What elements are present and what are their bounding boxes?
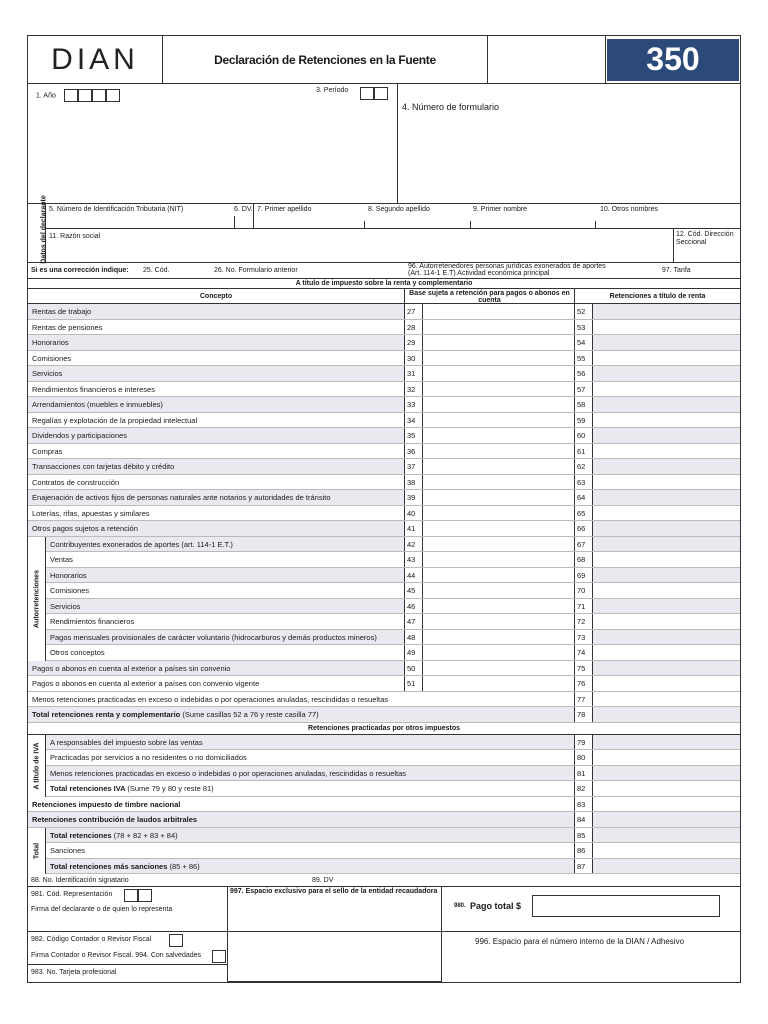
sello-entidad: 997. Espacio exclusivo para el sello de la entidad recaudadora: [230, 888, 438, 895]
table-row: [28, 413, 740, 429]
period-box-2[interactable]: [374, 87, 388, 100]
row-label: Practicadas por servicios a no residentes o no domiciliados: [28, 750, 575, 765]
retencion-input[interactable]: [593, 351, 740, 366]
base-input[interactable]: [423, 552, 575, 567]
row-label: Regalías y explotación de la propiedad intelectual: [28, 413, 405, 428]
row-label: Menos retenciones practicadas en exceso o indebidas o por operaciones anuladas, rescindidas o resueltas: [28, 692, 575, 707]
base-input[interactable]: [423, 537, 575, 552]
retencion-input[interactable]: [593, 599, 740, 614]
box-number: 83: [575, 797, 593, 812]
table-row: [28, 320, 740, 336]
retencion-input[interactable]: [593, 490, 740, 505]
pago-total-label: Pago total $: [470, 901, 522, 911]
correccion-label: Si es una corrección indique:: [31, 267, 129, 274]
box-number: 45: [405, 583, 423, 598]
base-input[interactable]: [423, 568, 575, 583]
retencion-input[interactable]: [593, 335, 740, 350]
box-number: 87: [575, 859, 593, 874]
retencion-input[interactable]: [593, 506, 740, 521]
box-number: 37: [405, 459, 423, 474]
box-number: 60: [575, 428, 593, 443]
retencion-input[interactable]: [593, 614, 740, 629]
box-number: 54: [575, 335, 593, 350]
row-label: Pagos o abonos en cuenta al exterior a países sin convenio: [28, 661, 405, 676]
base-input[interactable]: [423, 382, 575, 397]
period-box-1[interactable]: [360, 87, 374, 100]
retencion-input[interactable]: [593, 812, 740, 827]
retencion-input[interactable]: [593, 676, 740, 691]
tarjeta-profesional-field[interactable]: 983. No. Tarjeta profesional: [31, 969, 117, 976]
retencion-input[interactable]: [593, 537, 740, 552]
table-row: [28, 645, 740, 661]
box-number: 47: [405, 614, 423, 629]
retencion-input[interactable]: [593, 692, 740, 707]
razon-social-field[interactable]: 11. Razón social: [49, 233, 101, 240]
table-row: [28, 444, 740, 460]
table-row: [28, 630, 740, 646]
col-concepto: Concepto: [28, 289, 405, 303]
row-label: Honorarios: [28, 568, 405, 583]
row-label: Total retenciones IVA (Sume 79 y 80 y reste 81): [28, 781, 575, 796]
retencion-input[interactable]: [593, 645, 740, 660]
row-label: Rentas de trabajo: [28, 304, 405, 319]
base-input[interactable]: [423, 490, 575, 505]
box-number: 42: [405, 537, 423, 552]
table-row: [28, 676, 740, 692]
box-number: 86: [575, 843, 593, 858]
row-label: Honorarios: [28, 335, 405, 350]
segundo-apellido-field[interactable]: 8. Segundo apellido: [368, 206, 430, 213]
firma-declarante[interactable]: Firma del declarante o de quien lo representa: [31, 906, 173, 913]
signatario-field[interactable]: 88. No. Identificación signatario: [31, 876, 129, 884]
retencion-input[interactable]: [593, 766, 740, 781]
otros-section-title: Retenciones practicadas por otros impuestos: [28, 723, 740, 735]
otros-nombres-field[interactable]: 10. Otros nombres: [600, 206, 658, 213]
base-input[interactable]: [423, 630, 575, 645]
box-number: 85: [575, 828, 593, 843]
retencion-input[interactable]: [593, 797, 740, 812]
cod-repr-box-1[interactable]: [124, 889, 138, 902]
base-input[interactable]: [423, 599, 575, 614]
base-input[interactable]: [423, 645, 575, 660]
base-input[interactable]: [423, 676, 575, 691]
box-number: 53: [575, 320, 593, 335]
box-number: 71: [575, 599, 593, 614]
box-number: 78: [575, 707, 593, 722]
box-number: 29: [405, 335, 423, 350]
box-number: 79: [575, 735, 593, 750]
box-number: 84: [575, 812, 593, 827]
table-row: [28, 397, 740, 413]
retencion-input[interactable]: [593, 366, 740, 381]
col-base: Base sujeta a retención para pagos o abonos en cuenta: [405, 289, 575, 303]
cod-repr-box-2[interactable]: [138, 889, 152, 902]
base-input[interactable]: [423, 506, 575, 521]
retencion-input[interactable]: [593, 459, 740, 474]
retencion-input[interactable]: [593, 583, 740, 598]
box-number: 62: [575, 459, 593, 474]
row-label: Retenciones contribución de laudos arbitrales: [28, 812, 575, 827]
box-number: 30: [405, 351, 423, 366]
cod-contador-box[interactable]: [169, 934, 183, 947]
row-label: Servicios: [28, 599, 405, 614]
period-label: 3. Período: [316, 87, 349, 94]
form-title: Declaración de Retenciones en la Fuente: [163, 36, 488, 83]
total-group-label: Total: [33, 842, 40, 859]
cod-representacion-label: 981. Cód. Representación: [31, 891, 113, 898]
base-input[interactable]: [423, 444, 575, 459]
table-row: [28, 475, 740, 491]
row-label: Comisiones: [28, 351, 405, 366]
box-number: 28: [405, 320, 423, 335]
table-row: [28, 366, 740, 382]
table-row: [28, 304, 740, 320]
row-label: Loterías, rifas, apuestas y similares: [28, 506, 405, 521]
box-number: 46: [405, 599, 423, 614]
table-row: [28, 459, 740, 475]
table-row: [28, 692, 740, 708]
form-number-badge: 350: [607, 39, 739, 81]
box-number: 67: [575, 537, 593, 552]
box-number: 73: [575, 630, 593, 645]
box-number: 35: [405, 428, 423, 443]
table-row: [28, 382, 740, 398]
espacio-interno-dian: 996. Espacio para el número interno de la DIAN / Adhesivo: [475, 937, 685, 946]
box-number: 48: [405, 630, 423, 645]
box-number: 63: [575, 475, 593, 490]
base-input[interactable]: [423, 413, 575, 428]
box-number: 74: [575, 645, 593, 660]
row-label: Pagos o abonos en cuenta al exterior a países con convenio vigente: [28, 676, 405, 691]
base-input[interactable]: [423, 397, 575, 412]
row-label: Contribuyentes exonerados de aportes (art. 114-1 E.T.): [28, 537, 405, 552]
box-number: 76: [575, 676, 593, 691]
table-row: [28, 583, 740, 599]
box-number: 80: [575, 750, 593, 765]
table-row: [28, 351, 740, 367]
base-input[interactable]: [423, 459, 575, 474]
row-label: Enajenación de activos fijos de personas naturales ante notarios y autoridades de tránsito: [28, 490, 405, 505]
box-number: 70: [575, 583, 593, 598]
box-number: 31: [405, 366, 423, 381]
table-row: [28, 614, 740, 630]
col-retenciones: Retenciones a título de renta: [609, 293, 706, 300]
box-number: 27: [405, 304, 423, 319]
table-row: [28, 812, 740, 828]
table-row: [28, 843, 740, 859]
base-input[interactable]: [423, 351, 575, 366]
row-label: Rendimientos financieros e intereses: [28, 382, 405, 397]
year-box-2[interactable]: [78, 89, 92, 102]
correccion-cod-field[interactable]: 25. Cód.: [143, 267, 170, 274]
row-label: Retenciones impuesto de timbre nacional: [28, 797, 575, 812]
box-number: 32: [405, 382, 423, 397]
autorretenedores-field[interactable]: 96. Autorretenedores personas jurídicas exonerados de aportes (Art. 114-1 E.T) Actividad económica principal: [408, 263, 606, 277]
table-row: [28, 661, 740, 677]
table-row: [28, 428, 740, 444]
row-label: Arrendamientos (muebles e inmuebles): [28, 397, 405, 412]
box-number: 75: [575, 661, 593, 676]
row-label: Rendimientos financieros: [28, 614, 405, 629]
form-350: [27, 35, 741, 983]
table-row: [28, 781, 740, 797]
row-label: Servicios: [28, 366, 405, 381]
row-label: Total retenciones renta y complementario (Sume casillas 52 a 76 y reste casilla 77): [28, 707, 575, 722]
retencion-input[interactable]: [593, 320, 740, 335]
base-input[interactable]: [423, 661, 575, 676]
retencion-input[interactable]: [593, 735, 740, 750]
year-box-4[interactable]: [106, 89, 120, 102]
retencion-input[interactable]: [593, 304, 740, 319]
primer-nombre-field[interactable]: 9. Primer nombre: [473, 206, 528, 213]
retencion-input[interactable]: [593, 444, 740, 459]
box-number: 39: [405, 490, 423, 505]
retencion-input[interactable]: [593, 428, 740, 443]
table-row: [28, 797, 740, 813]
retencion-input[interactable]: [593, 661, 740, 676]
retencion-input[interactable]: [593, 568, 740, 583]
box-number: 34: [405, 413, 423, 428]
base-input[interactable]: [423, 304, 575, 319]
cod-direccion-field[interactable]: 12. Cód. Dirección Seccional: [676, 231, 734, 246]
box-number: 77: [575, 692, 593, 707]
table-row: [28, 707, 740, 723]
retencion-input[interactable]: [593, 859, 740, 874]
base-input[interactable]: [423, 335, 575, 350]
firma-contador-label: Firma Contador o Revisor Fiscal. 994. Con salvedades: [31, 952, 202, 959]
box-number: 41: [405, 521, 423, 536]
base-input[interactable]: [423, 614, 575, 629]
salvedades-box[interactable]: [212, 950, 226, 963]
row-label: Total retenciones más sanciones (85 + 86): [28, 859, 575, 874]
table-row: [28, 506, 740, 522]
retencion-input[interactable]: [593, 413, 740, 428]
row-label: Rentas de pensiones: [28, 320, 405, 335]
table-row: [28, 537, 740, 553]
table-row: [28, 335, 740, 351]
row-label: Transacciones con tarjetas débito y crédito: [28, 459, 405, 474]
row-label: Otros pagos sujetos a retención: [28, 521, 405, 536]
box-number: 38: [405, 475, 423, 490]
box-number: 66: [575, 521, 593, 536]
pago-total-num: 980.: [454, 903, 466, 909]
box-number: 49: [405, 645, 423, 660]
pago-total-input[interactable]: [532, 895, 720, 917]
table-row: [28, 735, 740, 751]
form-number-label: 4. Número de formulario: [402, 102, 500, 112]
box-number: 36: [405, 444, 423, 459]
cod-contador-label: 982. Código Contador o Revisor Fiscal: [31, 936, 152, 943]
nit-field[interactable]: 5. Número de Identificación Tributaria (NIT): [49, 206, 184, 213]
retencion-input[interactable]: [593, 630, 740, 645]
row-label: Comisiones: [28, 583, 405, 598]
box-number: 50: [405, 661, 423, 676]
dv-field[interactable]: 6. DV.: [234, 206, 253, 213]
box-number: 44: [405, 568, 423, 583]
retencion-input[interactable]: [593, 750, 740, 765]
box-number: 82: [575, 781, 593, 796]
box-number: 51: [405, 676, 423, 691]
box-number: 57: [575, 382, 593, 397]
box-number: 81: [575, 766, 593, 781]
year-box-3[interactable]: [92, 89, 106, 102]
box-number: 61: [575, 444, 593, 459]
table-row: [28, 766, 740, 782]
box-number: 43: [405, 552, 423, 567]
primer-apellido-field[interactable]: 7. Primer apellido: [257, 206, 312, 213]
box-number: 58: [575, 397, 593, 412]
base-input[interactable]: [423, 521, 575, 536]
year-label: 1. Año: [36, 92, 56, 100]
box-number: 56: [575, 366, 593, 381]
table-row: [28, 568, 740, 584]
table-row: [28, 828, 740, 844]
retencion-input[interactable]: [593, 707, 740, 722]
row-label: Sanciones: [28, 843, 575, 858]
table-row: [28, 490, 740, 506]
box-number: 55: [575, 351, 593, 366]
table-row: [28, 599, 740, 615]
base-input[interactable]: [423, 320, 575, 335]
row-label: A responsables del impuesto sobre las ventas: [28, 735, 575, 750]
row-label: Pagos mensuales provisionales de carácter voluntario (hidrocarburos y demás productos mineros): [28, 630, 405, 645]
box-number: 33: [405, 397, 423, 412]
box-number: 72: [575, 614, 593, 629]
base-input[interactable]: [423, 583, 575, 598]
base-input[interactable]: [423, 428, 575, 443]
formulario-anterior-field[interactable]: 26. No. Formulario anterior: [214, 267, 298, 274]
box-number: 69: [575, 568, 593, 583]
box-number: 68: [575, 552, 593, 567]
box-number: 52: [575, 304, 593, 319]
table-row: [28, 552, 740, 568]
row-label: Compras: [28, 444, 405, 459]
row-label: Ventas: [28, 552, 405, 567]
tarifa-field[interactable]: 97. Tarifa: [662, 267, 691, 274]
table-row: [28, 750, 740, 766]
retencion-input[interactable]: [593, 828, 740, 843]
base-input[interactable]: [423, 366, 575, 381]
row-label: Total retenciones (78 + 82 + 83 + 84): [28, 828, 575, 843]
box-number: 59: [575, 413, 593, 428]
row-label: Contratos de construcción: [28, 475, 405, 490]
retencion-input[interactable]: [593, 552, 740, 567]
row-label: Menos retenciones practicadas en exceso o indebidas o por operaciones anuladas, rescindidas o resueltas: [28, 766, 575, 781]
retencion-input[interactable]: [593, 781, 740, 796]
table-row: [28, 521, 740, 537]
box-number: 65: [575, 506, 593, 521]
year-box-1[interactable]: [64, 89, 78, 102]
retencion-input[interactable]: [593, 382, 740, 397]
datos-declarante-label: Datos del declarante: [40, 195, 48, 264]
retencion-input[interactable]: [593, 843, 740, 858]
table-row: [28, 859, 740, 875]
row-label: Dividendos y participaciones: [28, 428, 405, 443]
iva-label: A título de IVA: [33, 741, 40, 790]
dian-logo: DIAN: [28, 36, 163, 83]
box-number: 64: [575, 490, 593, 505]
autorretenciones-label: Autorretenciones: [33, 569, 40, 628]
retencion-input[interactable]: [593, 521, 740, 536]
base-input[interactable]: [423, 475, 575, 490]
form-header: [28, 36, 740, 84]
renta-section-title: A título de impuesto sobre la renta y complementario: [28, 279, 740, 289]
retencion-input[interactable]: [593, 397, 740, 412]
retencion-input[interactable]: [593, 475, 740, 490]
signatario-dv-field[interactable]: 89. DV: [312, 876, 334, 884]
row-label: Otros conceptos: [28, 645, 405, 660]
box-number: 40: [405, 506, 423, 521]
